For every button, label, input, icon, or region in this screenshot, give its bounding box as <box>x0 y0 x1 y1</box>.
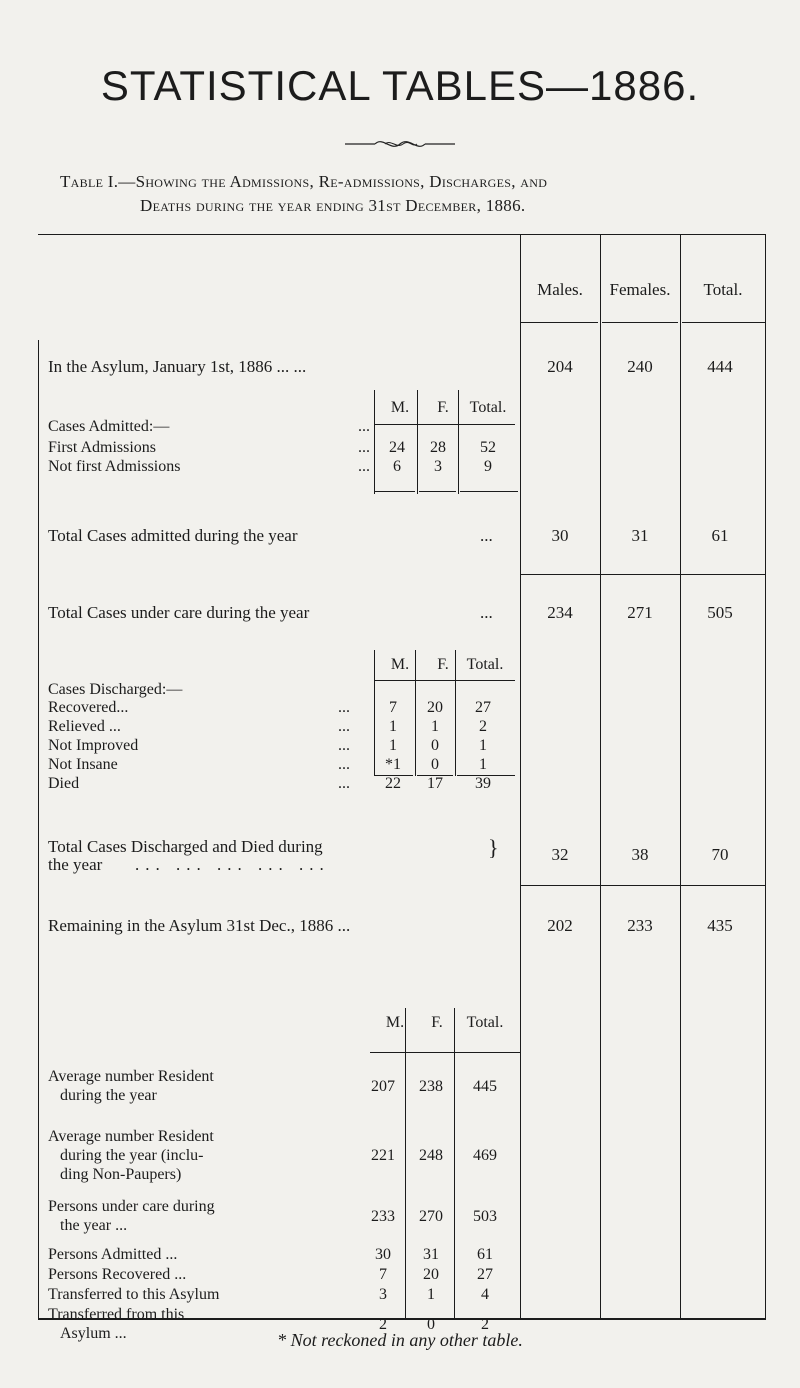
total-under-care-total: 505 <box>707 603 733 622</box>
discharged-heading: Cases Discharged:— <box>48 681 183 698</box>
col-divider-1 <box>520 234 521 1319</box>
total-admitted-label: Total Cases admitted during the year <box>48 526 298 545</box>
discharged-row-total: 1 <box>479 756 487 773</box>
rule <box>600 574 680 575</box>
leader-dots: ... <box>338 737 350 754</box>
caption-line1: Showing the Admissions, Re-admissions, Discharges, and <box>135 172 548 191</box>
averages-row-f: 270 <box>419 1207 443 1225</box>
rule <box>682 322 765 323</box>
footnote: * Not reckoned in any other table. <box>277 1330 523 1350</box>
averages-row-label-line: the year ... <box>60 1217 128 1234</box>
averages-row-f: 0 <box>427 1315 435 1333</box>
admitted-row-f: 28 <box>430 439 446 456</box>
rule <box>520 322 598 323</box>
discharged-row-m: *1 <box>385 756 401 773</box>
in-asylum-total: 444 <box>707 357 733 376</box>
discharged-row-f: 0 <box>431 737 439 754</box>
table-top-border <box>38 234 766 235</box>
averages-row-m: 7 <box>379 1266 387 1283</box>
admitted-row-m: 6 <box>393 458 401 475</box>
rule <box>520 574 600 575</box>
total-discharged-males: 32 <box>551 845 569 864</box>
header-total: Total. <box>703 280 743 299</box>
discharged-subhead-m: M. <box>390 656 410 673</box>
averages-row-total: 4 <box>481 1286 489 1303</box>
rule <box>680 885 765 886</box>
discharged-row-total: 39 <box>475 775 491 792</box>
table-left-border <box>38 340 39 1319</box>
discharged-row-label: Died <box>48 775 80 792</box>
leader-dots: ... <box>358 418 370 435</box>
averages-row-f: 1 <box>427 1286 435 1303</box>
remaining-males: 202 <box>547 916 573 935</box>
admitted-subhead-m: M. <box>390 399 410 416</box>
total-admitted-total: 61 <box>711 526 729 545</box>
discharged-row-label: Recovered... <box>48 699 129 716</box>
averages-row-m: 30 <box>375 1246 391 1263</box>
discharged-subhead-total: Total. <box>466 656 504 673</box>
header-females: Females. <box>609 280 671 299</box>
table-caption <box>60 172 547 192</box>
averages-row-f: 31 <box>423 1246 439 1263</box>
leader-dots: ... ... ... ... ... <box>135 855 330 874</box>
averages-row-m: 207 <box>371 1077 395 1095</box>
in-asylum-males: 204 <box>547 357 573 376</box>
total-discharged-label-1: Total Cases Discharged and Died during <box>48 837 323 856</box>
caption-line2: Deaths during the year ending 31st December, 1886. <box>140 196 526 215</box>
admitted-subhead-f: F. <box>437 399 449 416</box>
averages-row-total: 27 <box>477 1266 493 1283</box>
averages-row-label-line: Asylum ... <box>60 1325 127 1342</box>
averages-subhead-total: Total. <box>466 1014 504 1031</box>
leader-dots: ... <box>338 756 350 773</box>
total-admitted-males: 30 <box>551 526 569 545</box>
col-divider-2 <box>600 234 601 1319</box>
remaining-females: 233 <box>627 916 653 935</box>
rule <box>375 424 515 425</box>
discharged-row-label: Not Insane <box>48 756 118 773</box>
total-under-care-label: Total Cases under care during the year <box>48 603 310 622</box>
leader-dots: ... <box>338 699 350 716</box>
averages-row-total: 2 <box>481 1315 489 1333</box>
leader-dots: ... <box>338 718 350 735</box>
admitted-row-f: 3 <box>434 458 442 475</box>
total-discharged-females: 38 <box>631 845 649 864</box>
averages-row-label-line: Transferred to this Asylum <box>48 1286 220 1303</box>
admitted-row-total: 52 <box>480 439 496 456</box>
rule <box>680 574 765 575</box>
in-asylum-females: 240 <box>627 357 653 376</box>
leader-dots: ... <box>338 775 350 792</box>
discharged-row-f: 17 <box>427 775 443 792</box>
admitted-row-m: 24 <box>389 439 405 456</box>
admitted-subhead-total: Total. <box>469 399 507 416</box>
averages-row-label-line: Persons Admitted ... <box>48 1246 178 1263</box>
discharged-subhead-f: F. <box>437 656 449 673</box>
discharged-row-f: 20 <box>427 699 443 716</box>
averages-row-label-line: Average number Resident <box>48 1128 214 1145</box>
col-divider-3 <box>680 234 681 1319</box>
averages-row-m: 221 <box>371 1147 395 1164</box>
total-admitted-females: 31 <box>631 526 649 545</box>
averages-row-f: 248 <box>419 1147 443 1164</box>
leader-dots: ... <box>358 439 370 456</box>
page-title: STATISTICAL TABLES—1886. <box>100 62 700 109</box>
averages-row-total: 503 <box>473 1207 497 1225</box>
rule <box>370 1052 520 1053</box>
total-under-care-females: 271 <box>627 603 653 622</box>
admitted-heading: Cases Admitted:— <box>48 418 170 435</box>
averages-row-total: 61 <box>477 1246 493 1263</box>
total-under-care-males: 234 <box>547 603 573 622</box>
discharged-row-m: 22 <box>385 775 401 792</box>
remaining-total: 435 <box>707 916 733 935</box>
rule <box>520 885 600 886</box>
rule <box>375 680 515 681</box>
averages-row-f: 20 <box>423 1266 439 1283</box>
rule <box>602 322 678 323</box>
ornament-divider <box>345 136 455 152</box>
leader-dots: ... <box>480 603 493 622</box>
discharged-row-total: 1 <box>479 737 487 754</box>
rule <box>375 491 415 492</box>
total-discharged-label-2: the year <box>48 855 103 874</box>
averages-subhead-m: M. <box>385 1014 405 1031</box>
averages-row-f: 238 <box>419 1077 443 1095</box>
averages-row-label-line: Average number Resident <box>48 1068 214 1085</box>
averages-row-total: 445 <box>473 1077 497 1095</box>
averages-row-m: 2 <box>379 1315 387 1333</box>
rule <box>460 491 518 492</box>
discharged-row-total: 27 <box>475 699 491 716</box>
admitted-row-label: Not first Admissions <box>48 458 181 475</box>
discharged-row-m: 1 <box>389 718 397 735</box>
averages-row-m: 3 <box>379 1286 387 1303</box>
discharged-row-m: 7 <box>389 699 397 716</box>
total-discharged-total: 70 <box>711 845 729 864</box>
discharged-row-m: 1 <box>389 737 397 754</box>
brace: } <box>488 835 499 860</box>
averages-row-m: 233 <box>371 1207 395 1225</box>
rule <box>600 885 680 886</box>
averages-subhead-f: F. <box>431 1014 443 1031</box>
discharged-row-total: 2 <box>479 718 487 735</box>
averages-row-total: 469 <box>473 1147 497 1164</box>
caption-label: Table I.— <box>60 172 136 191</box>
remaining-label: Remaining in the Asylum 31st Dec., 1886 ... <box>48 916 351 935</box>
header-males: Males. <box>537 280 583 299</box>
discharged-row-f: 0 <box>431 756 439 773</box>
averages-row-label-line: Persons under care during <box>48 1198 215 1215</box>
averages-row-label-line: during the year <box>60 1087 157 1104</box>
averages-row-label-line: ding Non-Paupers) <box>60 1166 182 1183</box>
admitted-row-total: 9 <box>484 458 492 475</box>
discharged-row-label: Not Improved <box>48 737 139 754</box>
leader-dots: ... <box>358 458 370 475</box>
averages-row-label-line: Persons Recovered ... <box>48 1266 187 1283</box>
leader-dots: ... <box>480 526 493 545</box>
row-in-asylum-label: In the Asylum, January 1st, 1886 ... ... <box>48 357 307 376</box>
averages-row-label-line: Transferred from this <box>48 1306 185 1323</box>
averages-row-label-line: during the year (inclu- <box>60 1147 204 1164</box>
discharged-row-f: 1 <box>431 718 439 735</box>
table-right-border <box>765 234 766 1319</box>
rule <box>419 491 456 492</box>
discharged-row-label: Relieved ... <box>48 718 121 735</box>
admitted-row-label: First Admissions <box>48 439 157 456</box>
